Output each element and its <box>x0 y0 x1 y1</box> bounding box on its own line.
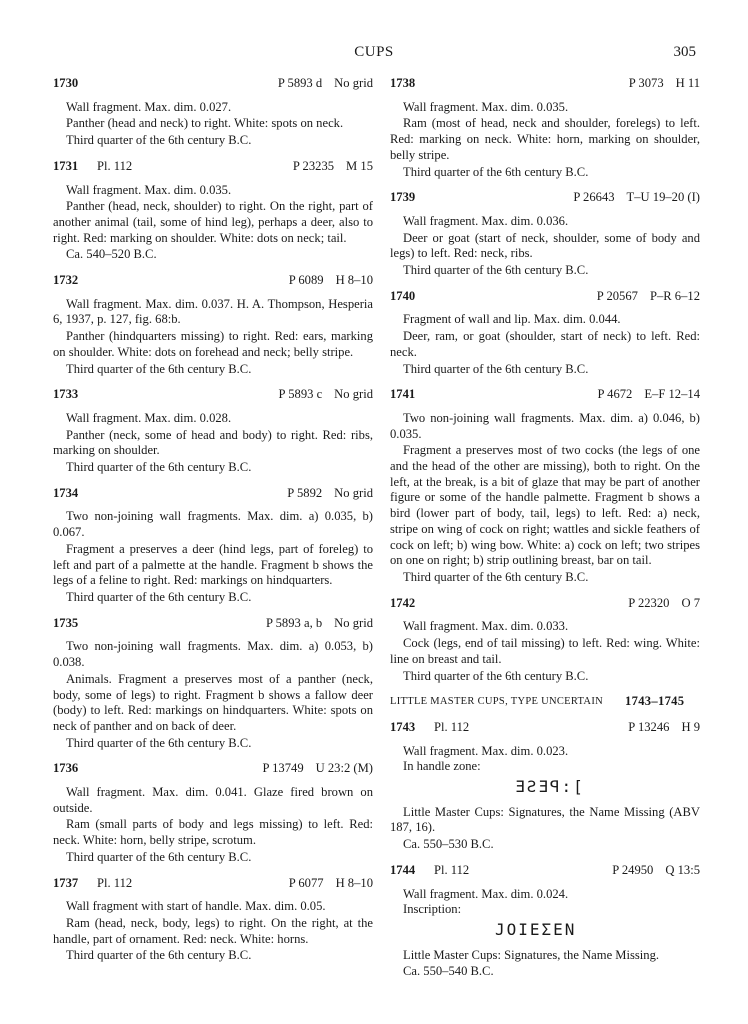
entry-description: Wall fragment. Max. dim. 0.035. <box>66 182 232 197</box>
catalog-entry-1743 <box>390 720 700 853</box>
entry-number: 1738 <box>390 76 416 90</box>
grid-ref: H 9 <box>681 719 700 734</box>
entry-description: Fragment a preserves most of two cocks (the legs of one and the head of the other are missing), both to right. On the left, at the break, is a bit of glaze that may be part of another figure or some of the handle palmette. Fragment b shows a bird (lower part of body, tail, legs) to left. Red: a) neck, stripe on wing of cock on right; wattles and sickle feathers of cock on left; b) wing bow. White: a) cock on left; two stripes on one on right; b) strip outlining breast, bar on tail. <box>390 443 700 568</box>
entry-description: Wall fragment. Max. dim. 0.024. <box>403 886 569 901</box>
entry-number: 1731 <box>53 158 79 173</box>
inventory-number: P 6089 <box>288 273 324 288</box>
entry-header <box>53 486 373 502</box>
entry-number: 1744 <box>390 862 416 877</box>
inventory-number: P 4672 <box>597 387 633 402</box>
entry-description: Wall fragment. Max. dim. 0.027. <box>66 99 232 114</box>
entry-number: 1737 <box>53 875 79 890</box>
left-column <box>53 76 373 974</box>
entry-description: Panther (head, neck, shoulder) to right. On the right, part of another animal (tail, some of hind leg), perhaps a deer, also to right. Red: marking on shoulder. White: dots on neck; tail. <box>53 199 373 245</box>
page-header <box>0 44 748 64</box>
entry-description: Wall fragment. Max. dim. 0.036. <box>403 213 569 228</box>
entry-header <box>53 387 373 403</box>
entry-date: Third quarter of the 6th century B.C. <box>403 263 589 278</box>
entry-date: Third quarter of the 6th century B.C. <box>66 361 252 376</box>
entry-number: 1734 <box>53 485 79 500</box>
catalog-entry-1738 <box>390 76 700 180</box>
inventory-number: P 3073 <box>628 76 664 90</box>
entry-header <box>390 76 700 92</box>
inventory-number: P 5893 d <box>277 76 323 90</box>
plate-ref: Pl. 112 <box>97 158 133 173</box>
entry-description: Animals. Fragment a preserves most of a panther (neck, body, some of legs) to right. Fragment b shows a fallow deer (body) to left. Red: markings on hindquarters. White: spots on neck of panther and on back of deer. <box>53 671 373 733</box>
catalog-entry-1730 <box>53 76 373 149</box>
inventory-number: P 13246 <box>628 719 670 734</box>
entry-date: Third quarter of the 6th century B.C. <box>66 948 252 963</box>
entry-header <box>53 76 373 92</box>
entry-date: Third quarter of the 6th century B.C. <box>66 735 252 750</box>
entry-header <box>390 596 700 612</box>
entry-header <box>390 863 700 879</box>
catalog-entry-1732 <box>53 273 373 377</box>
plate-ref: Pl. 112 <box>434 719 470 734</box>
grid-ref: M 15 <box>346 158 373 173</box>
catalog-entry-1734 <box>53 486 373 606</box>
entry-number: 1732 <box>53 273 79 288</box>
grid-ref: E–F 12–14 <box>644 387 700 402</box>
plate-ref: Pl. 112 <box>434 862 470 877</box>
entry-number: 1730 <box>53 76 79 90</box>
grid-ref: U 23:2 (M) <box>315 761 373 776</box>
inventory-number: P 23235 <box>292 158 335 173</box>
right-entries <box>390 76 700 684</box>
grid-ref: No grid <box>334 76 373 90</box>
entry-header <box>53 273 373 289</box>
entry-description: Fragment a preserves a deer (hind legs, part of foreleg) to left and part of a palmette at the handle. Fragment b shows the legs of a feline to right. Red: markings on hindquarters. <box>53 541 373 588</box>
inscription-drawing: JOΙΕΣΕΝ <box>495 919 577 939</box>
entry-description: Two non-joining wall fragments. Max. dim. a) 0.046, b) 0.035. <box>390 410 700 441</box>
entry-description: Wall fragment. Max. dim. 0.033. <box>403 619 569 634</box>
entry-number: 1743 <box>390 719 416 734</box>
entry-description: Little Master Cups: Signatures, the Name Missing (ABV 187, 16). <box>390 804 700 835</box>
inscription-drawing: ƎƧƎꟼ:[ <box>515 777 585 797</box>
entry-date: Ca. 540–520 B.C. <box>66 247 157 262</box>
catalog-entry-1731 <box>53 159 373 263</box>
entry-description: Wall fragment. Max. dim. 0.041. Glaze fired brown on outside. <box>53 785 373 815</box>
right-column <box>390 76 700 990</box>
entry-date: Third quarter of the 6th century B.C. <box>66 589 252 604</box>
entry-description: Two non-joining wall fragments. Max. dim. a) 0.035, b) 0.067. <box>53 509 373 540</box>
grid-ref: H 11 <box>675 76 700 90</box>
catalog-entry-1737 <box>53 876 373 965</box>
page-number: 305 <box>673 44 696 60</box>
catalog-entry-1741 <box>390 387 700 585</box>
entry-description: Wall fragment with start of handle. Max. dim. 0.05. <box>66 899 326 914</box>
entry-header <box>53 876 373 892</box>
entry-header <box>53 761 373 777</box>
inventory-number: P 26643 <box>573 190 615 205</box>
catalog-entry-1736 <box>53 761 373 865</box>
catalog-entry-1739 <box>390 190 700 279</box>
grid-ref: T–U 19–20 (I) <box>626 190 700 205</box>
entry-description: Deer, ram, or goat (shoulder, start of neck) to left. Red: neck. <box>390 329 700 359</box>
inventory-number: P 22320 <box>628 595 670 610</box>
entry-date: Third quarter of the 6th century B.C. <box>403 668 589 683</box>
inventory-number: P 24950 <box>612 862 654 877</box>
entry-description: Panther (neck, some of head and body) to right. Red: ribs, marking on shoulder. <box>53 427 373 458</box>
entry-description: Wall fragment. Max. dim. 0.028. <box>66 410 232 425</box>
grid-ref: No grid <box>334 615 373 630</box>
entry-header <box>390 190 700 206</box>
grid-ref: No grid <box>334 387 373 402</box>
entry-description: Little Master Cups: Signatures, the Name Missing. <box>403 947 660 962</box>
entry-number: 1733 <box>53 387 79 402</box>
entry-description: Panther (head and neck) to right. White: spots on neck. <box>66 116 344 131</box>
subsection-heading <box>390 694 700 710</box>
inventory-number: P 5893 c <box>278 387 323 402</box>
inventory-number: P 5893 a, b <box>265 615 323 630</box>
entry-description: Ram (small parts of body and legs missing) to left. Red: neck. White: horn, belly stripe, scrotum. <box>53 817 373 848</box>
grid-ref: No grid <box>334 485 373 500</box>
entry-number: 1736 <box>53 761 79 776</box>
entry-description: Ram (head, neck, body, legs) to right. On the right, at the handle, part of ornament. Red: neck. White: horns. <box>53 915 373 946</box>
entry-description: Inscription: <box>403 902 462 917</box>
entry-header <box>390 387 700 403</box>
entry-date: Third quarter of the 6th century B.C. <box>66 849 252 864</box>
entry-description: Panther (hindquarters missing) to right. Red: ears, marking on shoulder. White: dots on forehead and neck; belly stripe. <box>53 329 373 359</box>
catalog-entry-1742 <box>390 596 700 685</box>
entry-description: Cock (legs, end of tail missing) to left. Red: wing. White: line on breast and tail. <box>390 636 700 666</box>
entry-number: 1741 <box>390 387 416 402</box>
entry-header <box>390 289 700 305</box>
catalog-entry-1733 <box>53 387 373 476</box>
grid-ref: P–R 6–12 <box>649 288 700 303</box>
grid-ref: Q 13:5 <box>665 862 700 877</box>
catalog-entry-1735 <box>53 616 373 752</box>
catalog-entry-1740 <box>390 289 700 378</box>
entry-date: Ca. 550–540 B.C. <box>403 964 494 979</box>
entry-date: Ca. 550–530 B.C. <box>403 837 494 852</box>
entry-description: Wall fragment. Max. dim. 0.035. <box>403 99 569 114</box>
entry-header <box>390 720 700 736</box>
entry-header <box>53 616 373 632</box>
plate-ref: Pl. 112 <box>97 875 133 890</box>
subsection-range: 1743–1745 <box>625 694 685 709</box>
grid-ref: H 8–10 <box>335 875 373 890</box>
entry-number: 1735 <box>53 615 79 630</box>
entry-description: In handle zone: <box>403 759 481 774</box>
entry-date: Third quarter of the 6th century B.C. <box>66 460 252 475</box>
subsection-title: LITTLE MASTER CUPS, TYPE UNCERTAIN <box>390 696 603 708</box>
entry-number: 1742 <box>390 595 416 610</box>
inventory-number: P 5892 <box>287 485 323 500</box>
entry-description: Wall fragment. Max. dim. 0.023. <box>403 743 569 758</box>
entry-description: Deer or goat (start of neck, shoulder, some of body and legs) to left. Red: neck, ribs. <box>390 230 700 261</box>
catalog-entry-1744 <box>390 863 700 980</box>
inventory-number: P 6077 <box>288 875 324 890</box>
entry-description: Ram (most of head, neck and shoulder, forelegs) to left. Red: marking on neck. White: horn, marking on shoulder, belly stripe. <box>390 116 700 162</box>
entry-number: 1739 <box>390 190 416 205</box>
running-title: CUPS <box>354 44 394 60</box>
entry-date: Third quarter of the 6th century B.C. <box>403 569 589 584</box>
entry-description: Fragment of wall and lip. Max. dim. 0.044. <box>403 312 621 327</box>
entry-header <box>53 159 373 175</box>
inventory-number: P 20567 <box>596 288 638 303</box>
inventory-number: P 13749 <box>262 761 304 776</box>
entry-description: Two non-joining wall fragments. Max. dim. a) 0.053, b) 0.038. <box>53 639 373 670</box>
entry-date: Third quarter of the 6th century B.C. <box>403 164 589 179</box>
entry-date: Third quarter of the 6th century B.C. <box>66 133 252 148</box>
entry-date: Third quarter of the 6th century B.C. <box>403 361 589 376</box>
entry-number: 1740 <box>390 288 416 303</box>
grid-ref: O 7 <box>681 595 700 610</box>
entry-description: Wall fragment. Max. dim. 0.037. H. A. Thompson, Hesperia 6, 1937, p. 127, fig. 68:b. <box>53 296 373 327</box>
grid-ref: H 8–10 <box>335 273 373 288</box>
